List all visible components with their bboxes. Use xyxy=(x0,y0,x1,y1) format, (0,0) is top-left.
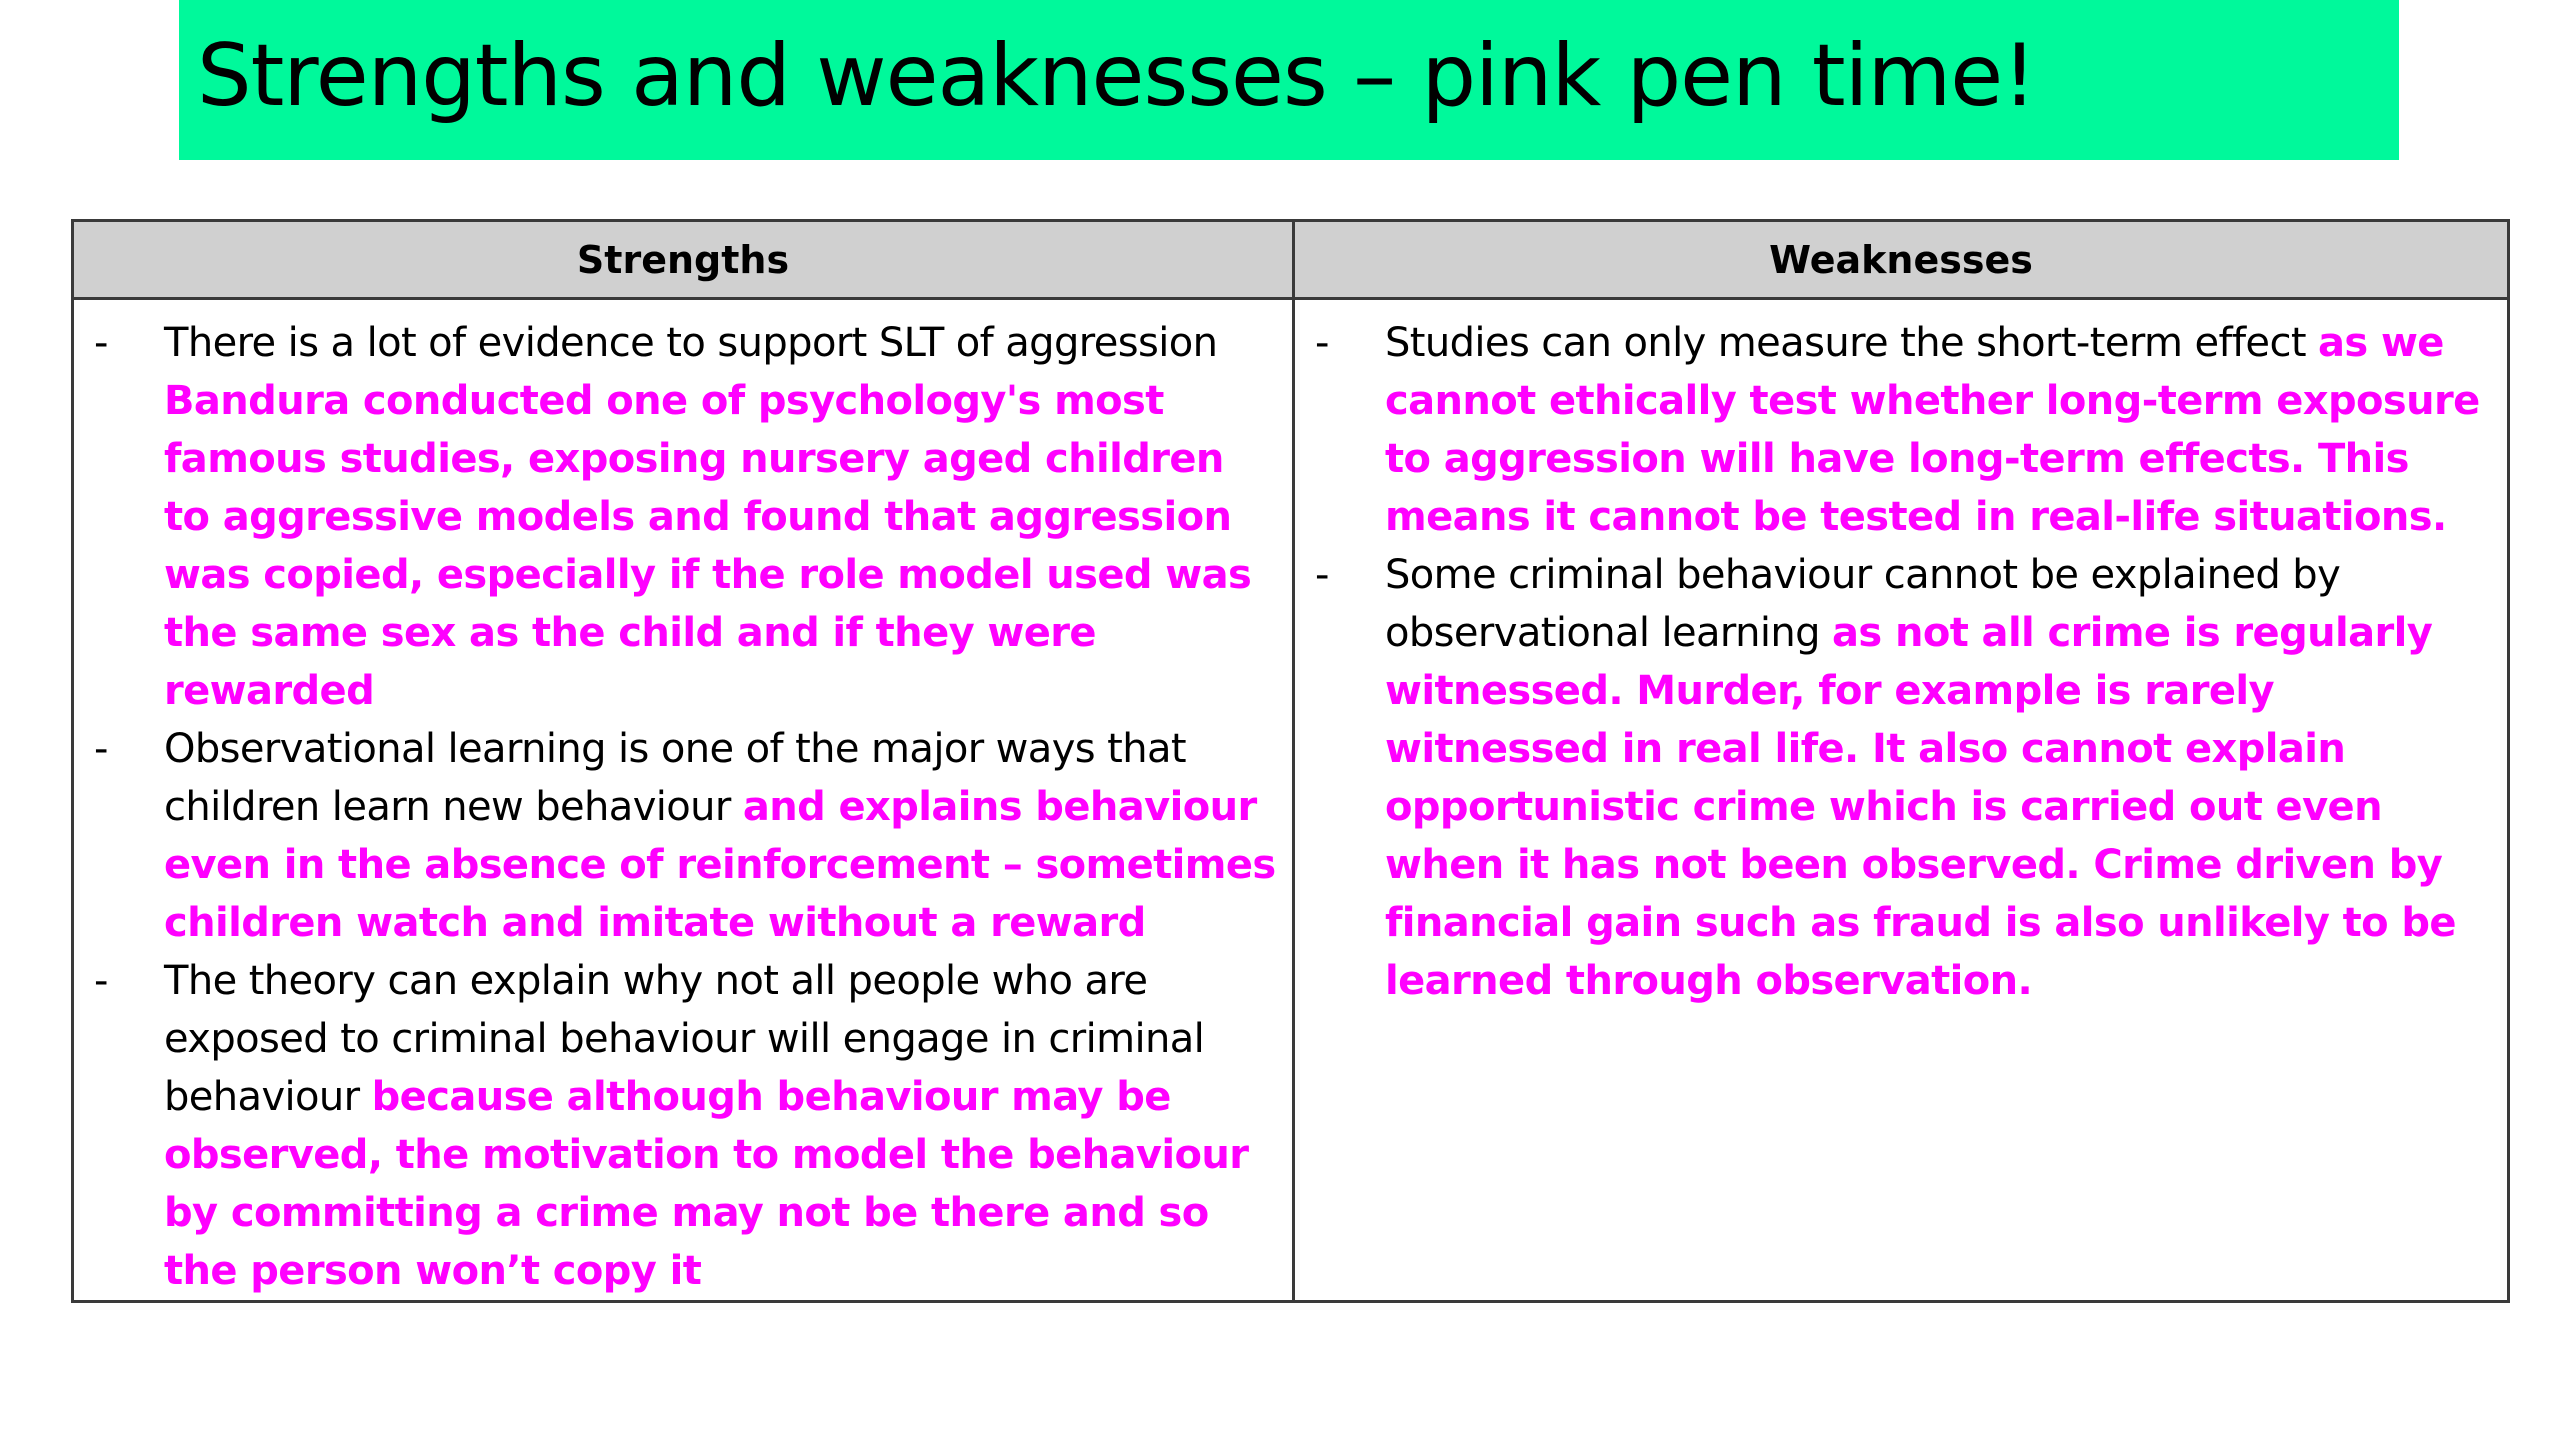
table-body-row xyxy=(73,299,2509,1302)
strength-item xyxy=(90,952,1276,1300)
weaknesses-list xyxy=(1311,314,2491,1010)
weakness-pink-text: as we cannot ethically test whether long-term exposure to aggression will have long-term effects. This means it cannot be tested in real-life situations. xyxy=(1385,320,2480,540)
bullet-dash: - xyxy=(94,726,108,772)
table-header-row xyxy=(73,221,2509,299)
bullet-dash: - xyxy=(1315,552,1329,598)
strength-pink-text: because although behaviour may be observed, the motivation to model the behaviour by committing a crime may not be there and so the person won’t copy it xyxy=(164,1074,1249,1294)
strength-text: Observational learning is one of the major ways that children learn new behaviour xyxy=(164,726,1186,830)
bullet-dash: - xyxy=(94,958,108,1004)
weakness-text: Studies can only measure the short-term effect xyxy=(1385,320,2319,366)
weakness-item xyxy=(1311,546,2491,1010)
weakness-text: Some criminal behaviour cannot be explained by observational learning xyxy=(1385,552,2341,656)
strength-item xyxy=(90,720,1276,952)
bullet-dash: - xyxy=(1315,320,1329,366)
strength-text: There is a lot of evidence to support SLT of aggression xyxy=(164,320,1218,366)
strength-pink-text: and explains behaviour even in the absence of reinforcement – sometimes children watch and imitate without a reward xyxy=(164,784,1276,946)
weaknesses-header: Weaknesses xyxy=(1294,221,2509,299)
strength-pink-text: Bandura conducted one of psychology's most famous studies, exposing nursery aged children to aggressive models and found that aggression was copied, especially if the role model used was the same sex as the child and if they were rewarded xyxy=(164,378,1252,714)
strengths-list xyxy=(90,314,1276,1300)
strength-item xyxy=(90,314,1276,720)
strength-text: The theory can explain why not all people who are exposed to criminal behaviour will engage in criminal behaviour xyxy=(164,958,1205,1120)
weakness-pink-text: as not all crime is regularly witnessed. Murder, for example is rarely witnessed in real life. It also cannot explain opportunistic crime which is carried out even when it has not been observed. Crime driven by financial gain such as fraud is also unlikely to be learned through observation. xyxy=(1385,610,2456,1004)
strengths-weaknesses-table xyxy=(71,219,2510,1303)
strengths-header: Strengths xyxy=(73,221,1294,299)
strengths-cell xyxy=(73,299,1294,1302)
weakness-item xyxy=(1311,314,2491,546)
slide-title: Strengths and weaknesses – pink pen time! xyxy=(197,26,2036,126)
weaknesses-cell xyxy=(1294,299,2509,1302)
title-banner xyxy=(179,0,2399,160)
bullet-dash: - xyxy=(94,320,108,366)
